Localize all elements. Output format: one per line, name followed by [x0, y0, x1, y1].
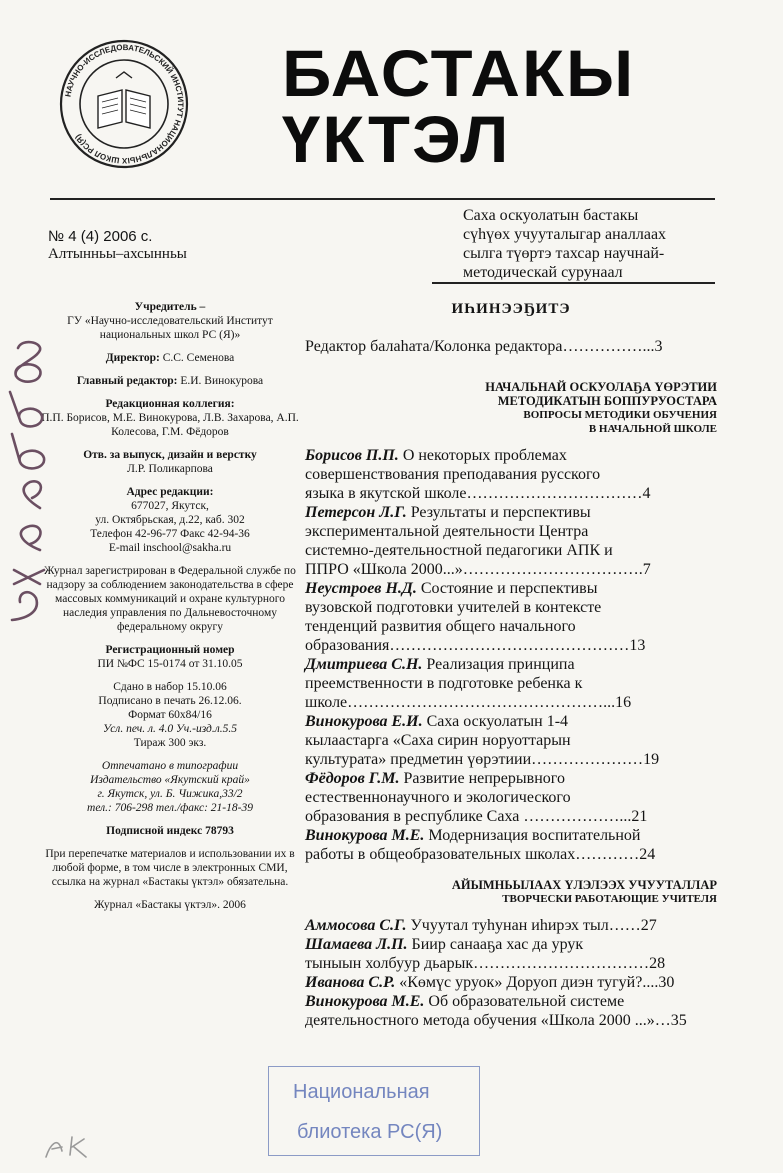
toc-text: образования………………………………………13 [305, 637, 646, 654]
toc-entry-line [305, 750, 717, 769]
toc-author: Аммосова С.Г. [305, 917, 407, 934]
toc-entry-line [305, 935, 717, 954]
handwritten-shelfmark [0, 330, 60, 630]
toc-entry-line [305, 731, 717, 750]
toc-text: Учуутал туһунан иһирэх тыл……27 [406, 917, 657, 934]
toc-text: ППРО «Школа 2000...»…………………………….7 [305, 561, 651, 578]
section-title-ru: В НАЧАЛЬНОЙ ШКОЛЕ [588, 423, 717, 435]
toc-author: Борисов П.П. [305, 447, 399, 464]
toc-text: Реализация принципа [422, 656, 575, 673]
toc-entry-line [305, 560, 717, 579]
layout-label: Отв. за выпуск, дизайн и верстку [83, 449, 257, 461]
toc-heading: ИҺИНЭЭҔИТЭ [451, 301, 571, 317]
imprint-footer: Журнал «Бастакы үктэл». 2006 [94, 899, 246, 911]
toc-text: кылаастарга «Саха сирин норуоттарын [305, 732, 571, 749]
header-rule [50, 198, 715, 200]
phone: Телефон 42-96-77 Факс 42-94-36 [90, 528, 250, 540]
subtitle-line: Саха оскуолатын бастакы [463, 207, 639, 224]
printer-info: Отпечатано в типографии [101, 760, 239, 772]
director-label: Директор: [105, 352, 160, 364]
toc-entry-line [305, 541, 717, 560]
toc-entry [305, 712, 717, 769]
print-info: Формат 60x84/16 [128, 709, 212, 721]
editor-label: Главный редактор: [76, 375, 178, 387]
toc-text: Состояние и перспективы [416, 580, 598, 597]
toc-entry-line [305, 617, 717, 636]
board-label: Редакционная коллегия: [105, 398, 235, 410]
printer-info: Издательство «Якутский край» [90, 774, 250, 786]
toc-author: Винокурова Е.И. [305, 713, 423, 730]
toc-text: Развитие непрерывного [399, 770, 565, 787]
toc-entry [305, 916, 717, 935]
toc-text: языка в якутской школе……………………………4 [305, 485, 651, 502]
address-line: ул. Октябрьская, д.22, каб. 302 [95, 514, 245, 526]
toc-entry-line [305, 712, 717, 731]
toc-entry-line [305, 598, 717, 617]
toc-entry-line [305, 674, 717, 693]
toc-text: «Көмүс уруок» Доруоп диэн тугуй?....30 [395, 974, 675, 991]
toc-author: Фёдоров Г.М. [305, 770, 400, 787]
printer-info: тел.: 706-298 тел./факс: 21-18-39 [87, 802, 253, 814]
section-title-line: АЙЫМНЬЫЛААХ ҮЛЭЛЭЭХ УЧУУТАЛЛАР [451, 878, 717, 892]
section-heading [305, 380, 717, 436]
toc-text: О некоторых проблемах [398, 447, 567, 464]
toc-entry [305, 935, 717, 973]
toc-text: естественнонаучного и экологического [305, 789, 571, 806]
founder-label: Учредитель – [134, 301, 206, 313]
toc-entry [305, 973, 717, 992]
email: E-mail inschool@sakha.ru [108, 542, 232, 554]
toc-author: Винокурова М.Е. [305, 993, 425, 1010]
toc-text: тенденций развития общего начального [305, 618, 576, 635]
title-line-1: БАСТАКЫ [282, 36, 636, 110]
subtitle-line: сүһүөх учууталыгар аналлаах [463, 226, 667, 243]
board: П.П. Борисов, М.Е. Винокурова, Л.В. Захарова, А.П. Колесова, Г.М. Фёдоров [41, 412, 299, 438]
printer-info: г. Якутск, ул. Б. Чижика,33/2 [97, 788, 243, 800]
toc-entry [305, 992, 717, 1030]
toc-entry-line [305, 826, 717, 845]
layout-person: Л.Р. Поликарпова [127, 463, 213, 475]
subtitle-line: сылга түөртэ тахсар научнай- [463, 245, 665, 262]
toc-text: деятельностного метода обучения «Школа 2000 ...»…35 [305, 1012, 687, 1029]
journal-title [282, 36, 662, 176]
toc-entry [305, 446, 717, 503]
founder: ГУ «Научно-исследовательский Институт национальных школ РС (Я)» [67, 315, 273, 341]
section-heading [305, 878, 717, 906]
print-info: Сдано в набор 15.10.06 [113, 681, 227, 693]
book-icon [98, 72, 150, 128]
toc-text: Результаты и перспективы [406, 504, 591, 521]
toc-text: Об образовательной системе [424, 993, 625, 1010]
director: С.С. Семенова [162, 352, 235, 364]
section-title-line: МЕТОДИКАТЫН БОППУРУОСТАРА [497, 394, 717, 408]
section-title-ru: ВОПРОСЫ МЕТОДИКИ ОБУЧЕНИЯ [523, 409, 717, 421]
toc-author: Иванова С.Р. [305, 974, 396, 991]
toc-text: экспериментальной деятельности Центра [305, 523, 589, 540]
toc-text: Саха оскуолатын 1-4 [422, 713, 569, 730]
toc-entry [305, 826, 717, 864]
print-info: Тираж 300 экз. [133, 737, 207, 749]
subscription-index: Подписной индекс 78793 [106, 825, 234, 837]
issue-months: Алтынньы–ахсынньы [48, 246, 187, 262]
toc-entry-line [305, 769, 717, 788]
table-of-contents [305, 300, 717, 1030]
registration-note: Журнал зарегистрирован в Федеральной службе по надзору за соблюдением законодательства в сфере массовых коммуникаций и охране культурного наследия управления по Дальневосточному федеральному округу [44, 565, 296, 633]
toc-entry [305, 579, 717, 655]
toc-entry-line [305, 579, 717, 598]
toc-entry-line [305, 788, 717, 807]
toc-text: образования в республике Саха ………………...21 [305, 808, 648, 825]
toc-text: преемственности в подготовке ребенка к [305, 675, 583, 692]
toc-editor-column: Редактор балаһата/Колонка редактора……………...3 [305, 338, 663, 355]
title-line-2: ҮКТЭЛ [282, 102, 511, 176]
section-title-line: НАЧАЛЬНАЙ ОСКУОЛАҔА ҮӨРЭТИИ [485, 380, 717, 394]
editor: Е.И. Винокурова [180, 375, 264, 387]
section-1-entries [305, 446, 717, 864]
toc-entry-line [305, 484, 717, 503]
issue-number: № 4 (4) 2006 с. [48, 228, 153, 245]
toc-entry-line [305, 992, 717, 1011]
toc-text: вузовской подготовки учителей в контексте [305, 599, 602, 616]
toc-text: работы в общеобразовательных школах…………24 [305, 846, 656, 863]
toc-entry-line [305, 693, 717, 712]
toc-author: Неустроев Н.Д. [305, 580, 417, 597]
toc-text: системно-деятельностной педагогики АПК и [305, 542, 613, 559]
toc-text: Модернизация воспитательной [424, 827, 641, 844]
reg-number: ПИ №ФС 15-0174 от 31.10.05 [97, 658, 243, 670]
toc-author: Дмитриева С.Н. [305, 656, 423, 673]
svg-text:НАУЧНО-ИССЛЕДОВАТЕЛЬСКИЙ ИНСТИ [63, 43, 185, 165]
handwritten-mark [40, 1125, 100, 1165]
toc-entry-line [305, 503, 717, 522]
reprint-note: При перепечатке материалов и использовании их в любой форме, в том числе в электронных СМИ, ссылка на журнал «Бастакы үктэл» обязательна. [45, 848, 295, 888]
section-title-ru: ТВОРЧЕСКИ РАБОТАЮЩИЕ УЧИТЕЛЯ [502, 893, 717, 905]
toc-entry-line [305, 636, 717, 655]
toc-text: тыныын холбуур дьарык……………………………28 [305, 955, 666, 972]
toc-entry-line [305, 916, 717, 935]
seal-ring-text: НАУЧНО-ИССЛЕДОВАТЕЛЬСКИЙ ИНСТИТУТ НАЦИОНАЛЬНЫХ ШКОЛ РС(Я) [63, 42, 186, 166]
address-label: Адрес редакции: [126, 486, 214, 498]
print-info: Подписано в печать 26.12.06. [98, 695, 242, 707]
library-stamp [268, 1066, 480, 1156]
toc-author: Шамаева Л.П. [305, 936, 408, 953]
journal-subtitle [463, 206, 723, 282]
toc-text: Биир санааҕа хас да урук [407, 936, 584, 953]
toc-entry-line [305, 973, 717, 992]
stamp-line: блиотека РС(Я) [297, 1121, 443, 1143]
toc-text: школе…………………………………………...16 [305, 694, 632, 711]
toc-author: Винокурова М.Е. [305, 827, 425, 844]
subtitle-line: методическай сурунаал [463, 264, 623, 281]
stamp-line: Национальная [293, 1081, 430, 1103]
toc-entry-line [305, 655, 717, 674]
toc-text: совершенствования преподавания русского [305, 466, 601, 483]
imprint-column [40, 300, 300, 921]
toc-entry-line [305, 522, 717, 541]
toc-entry-line [305, 446, 717, 465]
toc-entry-line [305, 954, 717, 973]
toc-entry [305, 655, 717, 712]
address-line: 677027, Якутск, [131, 500, 209, 512]
toc-entry [305, 503, 717, 579]
toc-entry-line [305, 465, 717, 484]
toc-entry-line [305, 1011, 717, 1030]
toc-entry-line [305, 845, 717, 864]
institute-seal [58, 38, 190, 170]
toc-entry [305, 769, 717, 826]
toc-entry-line [305, 807, 717, 826]
toc-text: культурата» предметин үөрэтиии…………………19 [305, 751, 660, 768]
toc-author: Петерсон Л.Г. [305, 504, 407, 521]
reg-label: Регистрационный номер [105, 644, 235, 656]
subtitle-rule [432, 282, 715, 284]
print-info: Усл. печ. л. 4.0 Уч.-изд.л.5.5 [103, 723, 237, 735]
section-2-entries [305, 916, 717, 1030]
